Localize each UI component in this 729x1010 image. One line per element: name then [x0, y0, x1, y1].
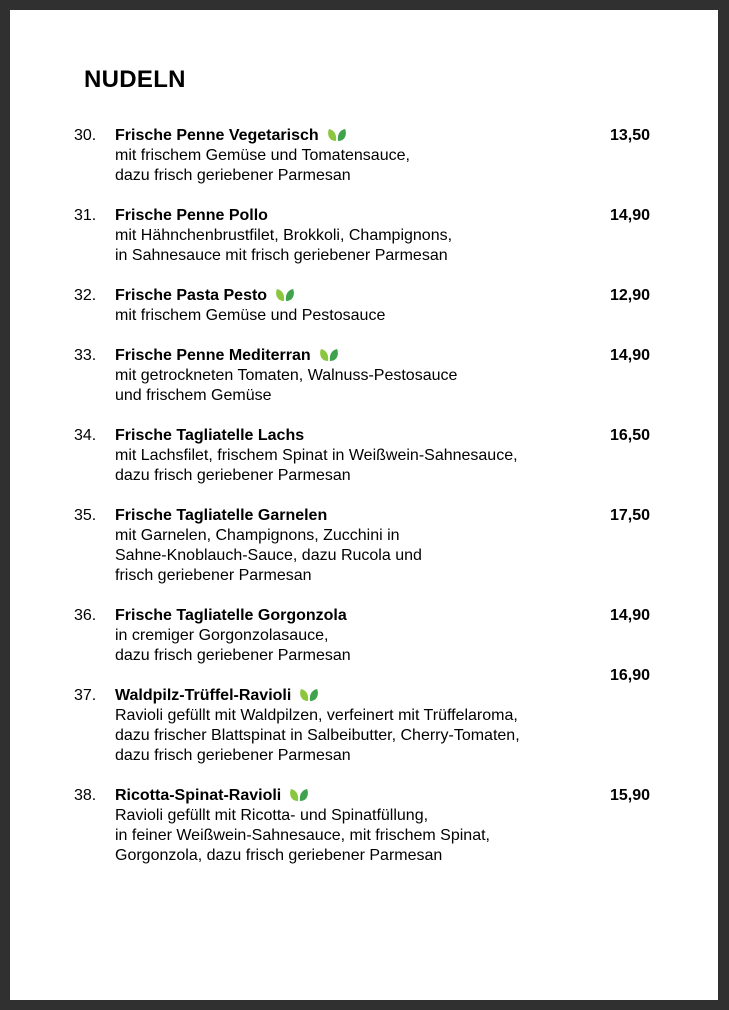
- item-description: [115, 806, 490, 866]
- item-description: [115, 306, 385, 326]
- description-line: mit Hähnchenbrustfilet, Brokkoli, Champignons,: [115, 227, 453, 244]
- description-line: Gorgonzola, dazu frisch geriebener Parmesan: [115, 847, 443, 864]
- description-line: Sahne-Knoblauch-Sauce, dazu Rucola und: [115, 547, 422, 564]
- item-price: 15,90: [609, 787, 650, 804]
- item-description: [115, 706, 520, 766]
- item-price: 14,90: [609, 207, 650, 224]
- item-description: [115, 146, 410, 186]
- item-name: [115, 426, 304, 446]
- item-name: [115, 346, 340, 366]
- leaf-icon: [298, 687, 320, 703]
- description-line: dazu frisch geriebener Parmesan: [115, 167, 351, 184]
- item-number: 30.: [74, 127, 97, 144]
- item-price: 14,90: [609, 347, 650, 364]
- description-line: mit Lachsfilet, frischem Spinat in Weißwein-Sahnesauce,: [115, 447, 518, 464]
- description-line: frisch geriebener Parmesan: [115, 567, 312, 584]
- menu-page: [10, 10, 718, 1000]
- item-description: [115, 526, 422, 586]
- description-line: dazu frisch geriebener Parmesan: [115, 467, 351, 484]
- item-name-text: Frische Penne Vegetarisch: [115, 127, 319, 144]
- description-line: dazu frisch geriebener Parmesan: [115, 747, 351, 764]
- leaf-icon: [274, 287, 296, 303]
- item-name-text: Waldpilz-Trüffel-Ravioli: [115, 687, 292, 704]
- description-line: Ravioli gefüllt mit Waldpilzen, verfeinert mit Trüffelaroma,: [115, 707, 518, 724]
- description-line: in cremiger Gorgonzolasauce,: [115, 627, 329, 644]
- leaf-icon: [326, 127, 348, 143]
- item-number: 36.: [74, 607, 97, 624]
- item-name-text: Frische Penne Pollo: [115, 207, 268, 224]
- description-line: mit Garnelen, Champignons, Zucchini in: [115, 527, 400, 544]
- description-line: dazu frisch geriebener Parmesan: [115, 647, 351, 664]
- item-price: 16,90: [609, 667, 650, 684]
- description-line: dazu frischer Blattspinat in Salbeibutter, Cherry-Tomaten,: [115, 727, 520, 744]
- description-line: Ravioli gefüllt mit Ricotta- und Spinatfüllung,: [115, 807, 429, 824]
- item-number: 38.: [74, 787, 97, 804]
- item-name-text: Ricotta-Spinat-Ravioli: [115, 787, 282, 804]
- item-name-text: Frische Tagliatelle Garnelen: [115, 507, 328, 524]
- item-name-text: Frische Tagliatelle Lachs: [115, 427, 305, 444]
- item-number: 32.: [74, 287, 97, 304]
- item-price: 17,50: [609, 507, 650, 524]
- item-name: [115, 686, 320, 706]
- item-price: 12,90: [609, 287, 650, 304]
- item-name: [115, 786, 310, 806]
- item-description: [115, 446, 518, 486]
- item-price: 13,50: [609, 127, 650, 144]
- description-line: in Sahnesauce mit frisch geriebener Parmesan: [115, 247, 448, 264]
- item-name: [115, 606, 347, 626]
- description-line: in feiner Weißwein-Sahnesauce, mit frischem Spinat,: [115, 827, 490, 844]
- item-price: 16,50: [609, 427, 650, 444]
- item-name-text: Frische Tagliatelle Gorgonzola: [115, 607, 347, 624]
- item-description: [115, 626, 351, 666]
- item-description: [115, 366, 457, 406]
- item-name-text: Frische Pasta Pesto: [115, 287, 268, 304]
- description-line: mit frischem Gemüse und Pestosauce: [115, 307, 386, 324]
- item-name: [115, 206, 268, 226]
- item-description: [115, 226, 452, 266]
- leaf-icon: [318, 347, 340, 363]
- item-number: 37.: [74, 687, 97, 704]
- item-number: 34.: [74, 427, 97, 444]
- item-name: [115, 506, 327, 526]
- description-line: mit getrockneten Tomaten, Walnuss-Pestosauce: [115, 367, 458, 384]
- item-name-text: Frische Penne Mediterran: [115, 347, 311, 364]
- item-price: 14,90: [609, 607, 650, 624]
- item-number: 31.: [74, 207, 97, 224]
- description-line: mit frischem Gemüse und Tomatensauce,: [115, 147, 410, 164]
- section-title: NUDELN: [84, 66, 186, 93]
- leaf-icon: [288, 787, 310, 803]
- item-name: [115, 126, 348, 146]
- item-name: [115, 286, 296, 306]
- item-number: 35.: [74, 507, 97, 524]
- description-line: und frischem Gemüse: [115, 387, 272, 404]
- item-number: 33.: [74, 347, 97, 364]
